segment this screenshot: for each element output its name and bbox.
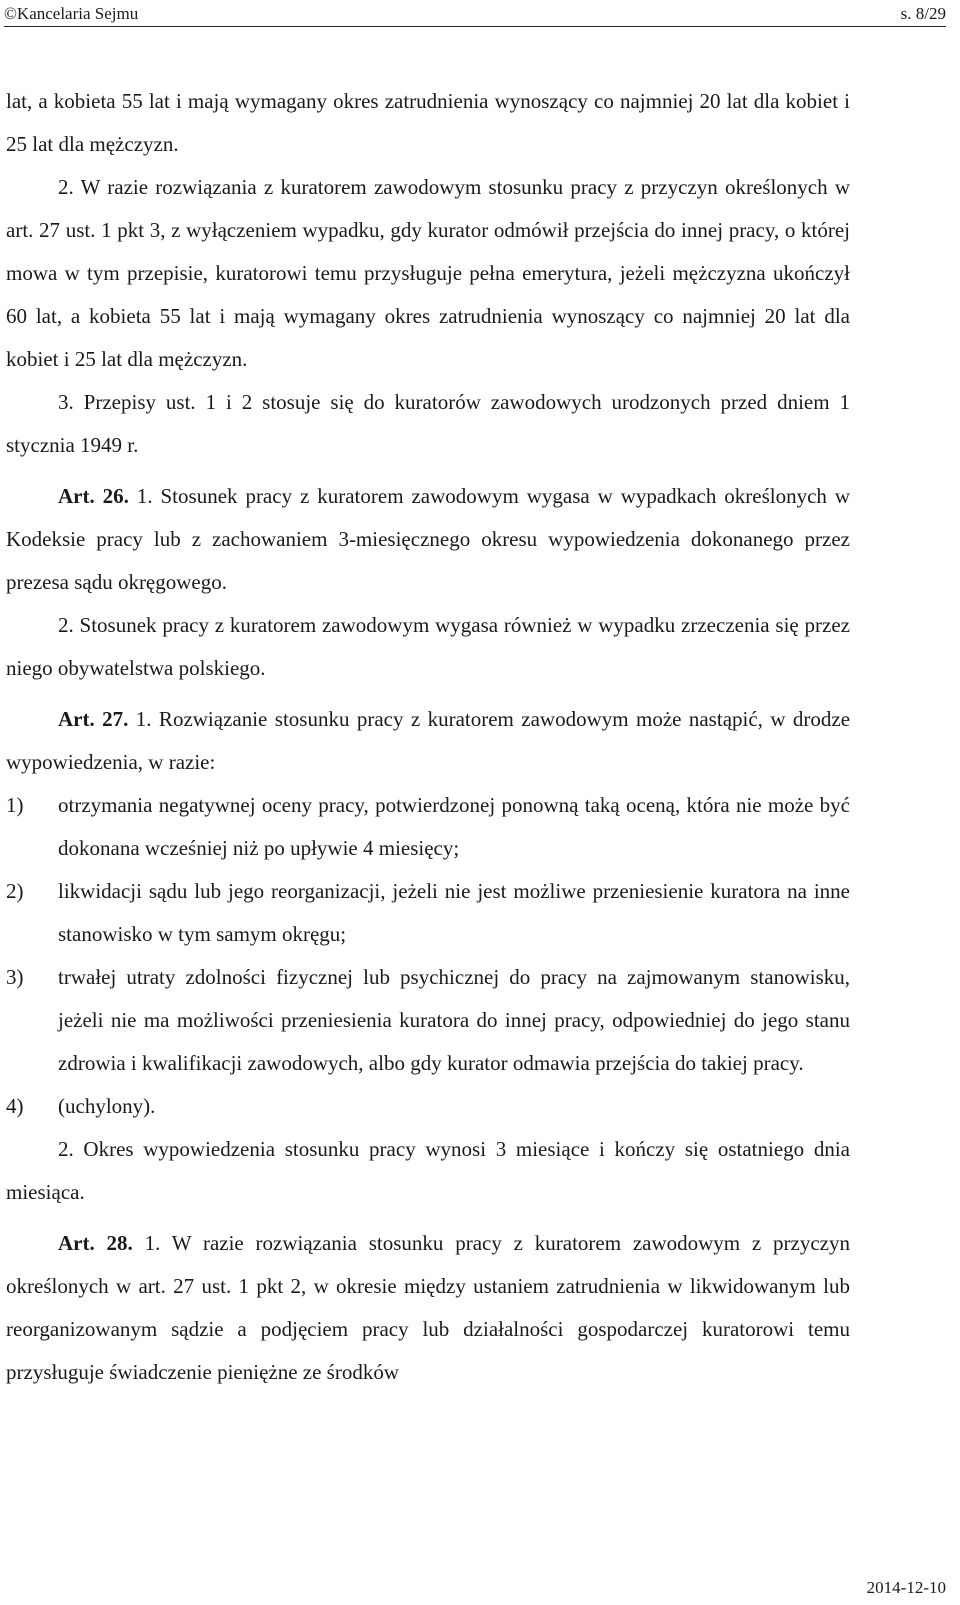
list-marker: 2) — [6, 879, 24, 903]
article-27-point-list — [6, 784, 850, 1128]
article-26-ust-1-text: 1. Stosunek pracy z kuratorem zawodowym wygasa w wypadkach określonych w Kodeksie pracy lub z zachowaniem 3-miesięcznego okresu wypowiedzenia dokonanego przez prezesa sądu okręgowego. — [6, 484, 850, 594]
header-rule — [4, 26, 946, 27]
article-26-ust-2: 2. Stosunek pracy z kuratorem zawodowym wygasa również w wypadku zrzeczenia się przez niego obywatelstwa polskiego. — [6, 613, 850, 680]
article-26-ust-1 — [6, 475, 850, 604]
article-28-number: Art. 28. — [58, 1231, 133, 1255]
page-header — [0, 4, 960, 26]
list-marker: 4) — [6, 1094, 24, 1118]
copyright-label: ©Kancelaria Sejmu — [4, 4, 139, 23]
list-marker: 1) — [6, 793, 24, 817]
list-item-text: trwałej utraty zdolności fizycznej lub psychicznej do pracy na zajmowanym stanowisku, jeżeli nie ma możliwości przeniesienia kuratora do innej pracy, odpowiedniej do jego stanu zdrowia i kwalifikacji zawodowych, albo gdy kurator odmawia przejścia do takiej pracy. — [58, 965, 850, 1075]
list-item-text: (uchylony). — [58, 1094, 156, 1118]
document-body — [6, 80, 850, 1394]
article-28-ust-1-text: 1. W razie rozwiązania stosunku pracy z kuratorem zawodowym z przyczyn określonych w art. 27 ust. 1 pkt 2, w okresie między ustaniem zatrudnienia w likwidowanym lub reorganizowanym sądzie a podjęciem pracy lub działalności gospodarczej kuratorowi temu przysługuje świadczenie pieniężne ze środków — [6, 1231, 850, 1384]
list-item — [6, 784, 850, 870]
list-marker: 3) — [6, 965, 24, 989]
page-number: s. 8/29 — [900, 4, 946, 23]
article-27-ust-1-text: 1. Rozwiązanie stosunku pracy z kuratorem zawodowym może nastąpić, w drodze wypowiedzenia, w razie: — [6, 707, 851, 774]
list-item-text: otrzymania negatywnej oceny pracy, potwierdzonej ponowną taką oceną, która nie może być dokonana wcześniej niż po upływie 4 miesięcy; — [58, 793, 850, 860]
paragraph-ust-3: 3. Przepisy ust. 1 i 2 stosuje się do kuratorów zawodowych urodzonych przed dniem 1 stycznia 1949 r. — [6, 390, 850, 457]
article-26-number: Art. 26. — [58, 484, 129, 508]
list-item — [6, 870, 850, 956]
list-item — [6, 1085, 850, 1128]
article-27-ust-1 — [6, 698, 850, 784]
paragraph-continuation: lat, a kobieta 55 lat i mają wymagany okres zatrudnienia wynoszący co najmniej 20 lat dla kobiet i 25 lat dla mężczyzn. — [6, 89, 850, 156]
article-27-ust-2: 2. Okres wypowiedzenia stosunku pracy wynosi 3 miesiące i kończy się ostatniego dnia miesiąca. — [6, 1137, 850, 1204]
article-28-ust-1 — [6, 1222, 850, 1394]
article-27-number: Art. 27. — [58, 707, 129, 731]
paragraph-ust-2: 2. W razie rozwiązania z kuratorem zawodowym stosunku pracy z przyczyn określonych w art. 27 ust. 1 pkt 3, z wyłączeniem wypadku, gdy kurator odmówił przejścia do innej pracy, o której mowa w tym przepisie, kuratorowi temu przysługuje pełna emerytura, jeżeli mężczyzna ukończył 60 lat, a kobieta 55 lat i mają wymagany okres zatrudnienia wynoszący co najmniej 20 lat dla kobiet i 25 lat dla mężczyzn. — [6, 175, 850, 371]
list-item-text: likwidacji sądu lub jego reorganizacji, jeżeli nie jest możliwe przeniesienie kuratora na inne stanowisko w tym samym okręgu; — [58, 879, 850, 946]
page-footer-date: 2014-12-10 — [866, 1578, 946, 1597]
list-item — [6, 956, 850, 1085]
